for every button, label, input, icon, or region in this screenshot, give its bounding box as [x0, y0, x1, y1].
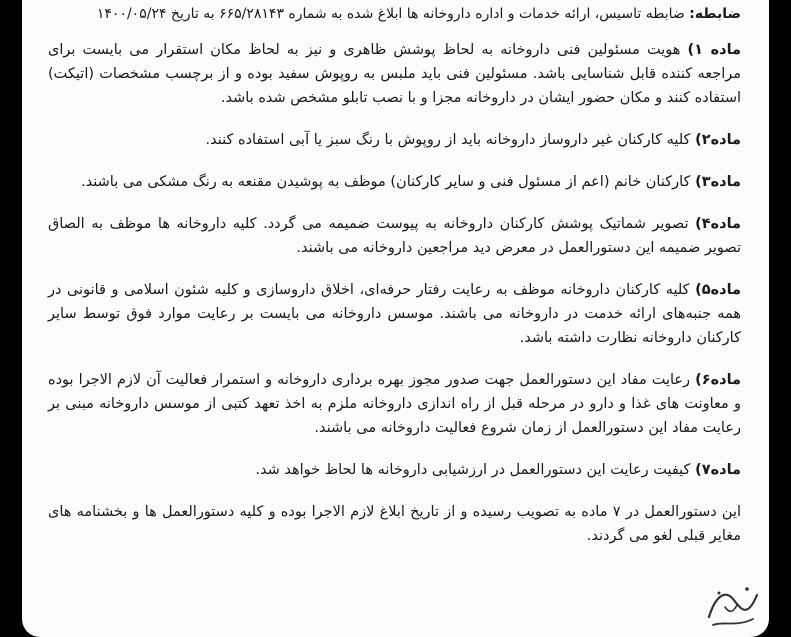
article-4	[48, 212, 741, 260]
document-page	[22, 0, 769, 637]
article-text: هویت مسئولین فنی داروخانه به لحاظ پوشش ظاهری و نیز به لحاظ مکان استقرار می بایست برای مراجعه کننده قابل شناسایی باشد. مسئولین فنی باید ملبس به روپوش سفید بوده و از برچسب مشخصات (اتیکت) استفاده کنند و مکان حضور ایشان در داروخانه مجزا و با نصب تابلو مشخص شده باشد.	[48, 42, 741, 106]
article-text: رعایت مفاد این دستورالعمل جهت صدور مجوز بهره برداری داروخانه و استمرار فعالیت آن لازم الاجرا بوده و معاونت های غذا و دارو در مرحله قبل از راه اندازی داروخانه ملزم به اخذ تعهد کتبی از موسس داروخانه مبنی بر رعایت مفاد این دستورالعمل از زمان شروع فعالیت داروخانه می باشند.	[48, 372, 741, 436]
article-label: ماده ۱)	[687, 42, 741, 58]
article-text: کارکنان خانم (اعم از مسئول فنی و سایر کارکنان) موظف به پوشیدن مقنعه به رنگ مشکی می باشند.	[81, 174, 696, 190]
article-label: ماده۴)	[695, 216, 741, 232]
article-7	[48, 458, 741, 482]
article-label: ماده۲)	[695, 132, 741, 148]
article-text: کیفیت رعایت این دستورالعمل در ارزشیابی داروخانه ها لحاظ خواهد شد.	[255, 462, 696, 478]
article-2	[48, 128, 741, 152]
article-1	[48, 38, 741, 110]
closing-paragraph: این دستورالعمل در ۷ ماده به تصویب رسیده و از تاریخ ابلاغ لازم الاجرا بوده و کلیه دستورالعمل ها و بخشنامه های مغایر قبلی لغو می گردند.	[48, 504, 742, 544]
article-text: تصویر شماتیک پوشش کارکنان داروخانه به پیوست ضمیمه می گردد. کلیه داروخانه ها موظف به الصاق تصویر ضمیمه این دستورالعمل در معرض دید مراجعین داروخانه می باشند.	[48, 216, 741, 256]
header-label: ضابطه:	[689, 6, 741, 22]
article-text: کلیه کارکنان داروخانه موظف به رعایت رفتار حرفه‌ای، اخلاق داروسازی و کلیه شئون اسلامی و قانونی در همه جنبه‌های ارائه خدمت در داروخانه می باشند. موسس داروخانه می بایست بر رعایت موارد فوق توسط سایر کارکنان داروخانه نظارت داشته باشد.	[48, 282, 741, 346]
document-header	[48, 2, 741, 26]
article-text: کلیه کارکنان غیر داروساز داروخانه باید از روپوش با رنگ سبز یا آبی استفاده کنند.	[205, 132, 696, 148]
header-text: ضابطه تاسیس، ارائه خدمات و اداره داروخانه ها ابلاغ شده به شماره ۶۶۵/۲۸۱۴۳ به تاریخ ۱۴۰۰/۰۵/۲۴	[96, 6, 690, 22]
article-3	[48, 170, 741, 194]
article-label: ماده۷)	[695, 462, 741, 478]
article-5	[48, 278, 741, 350]
article-label: ماده۵)	[695, 282, 741, 298]
article-label: ماده۶)	[695, 372, 741, 388]
handwritten-logo-icon	[703, 577, 763, 633]
article-label: ماده۳)	[695, 174, 741, 190]
article-6	[48, 368, 741, 440]
